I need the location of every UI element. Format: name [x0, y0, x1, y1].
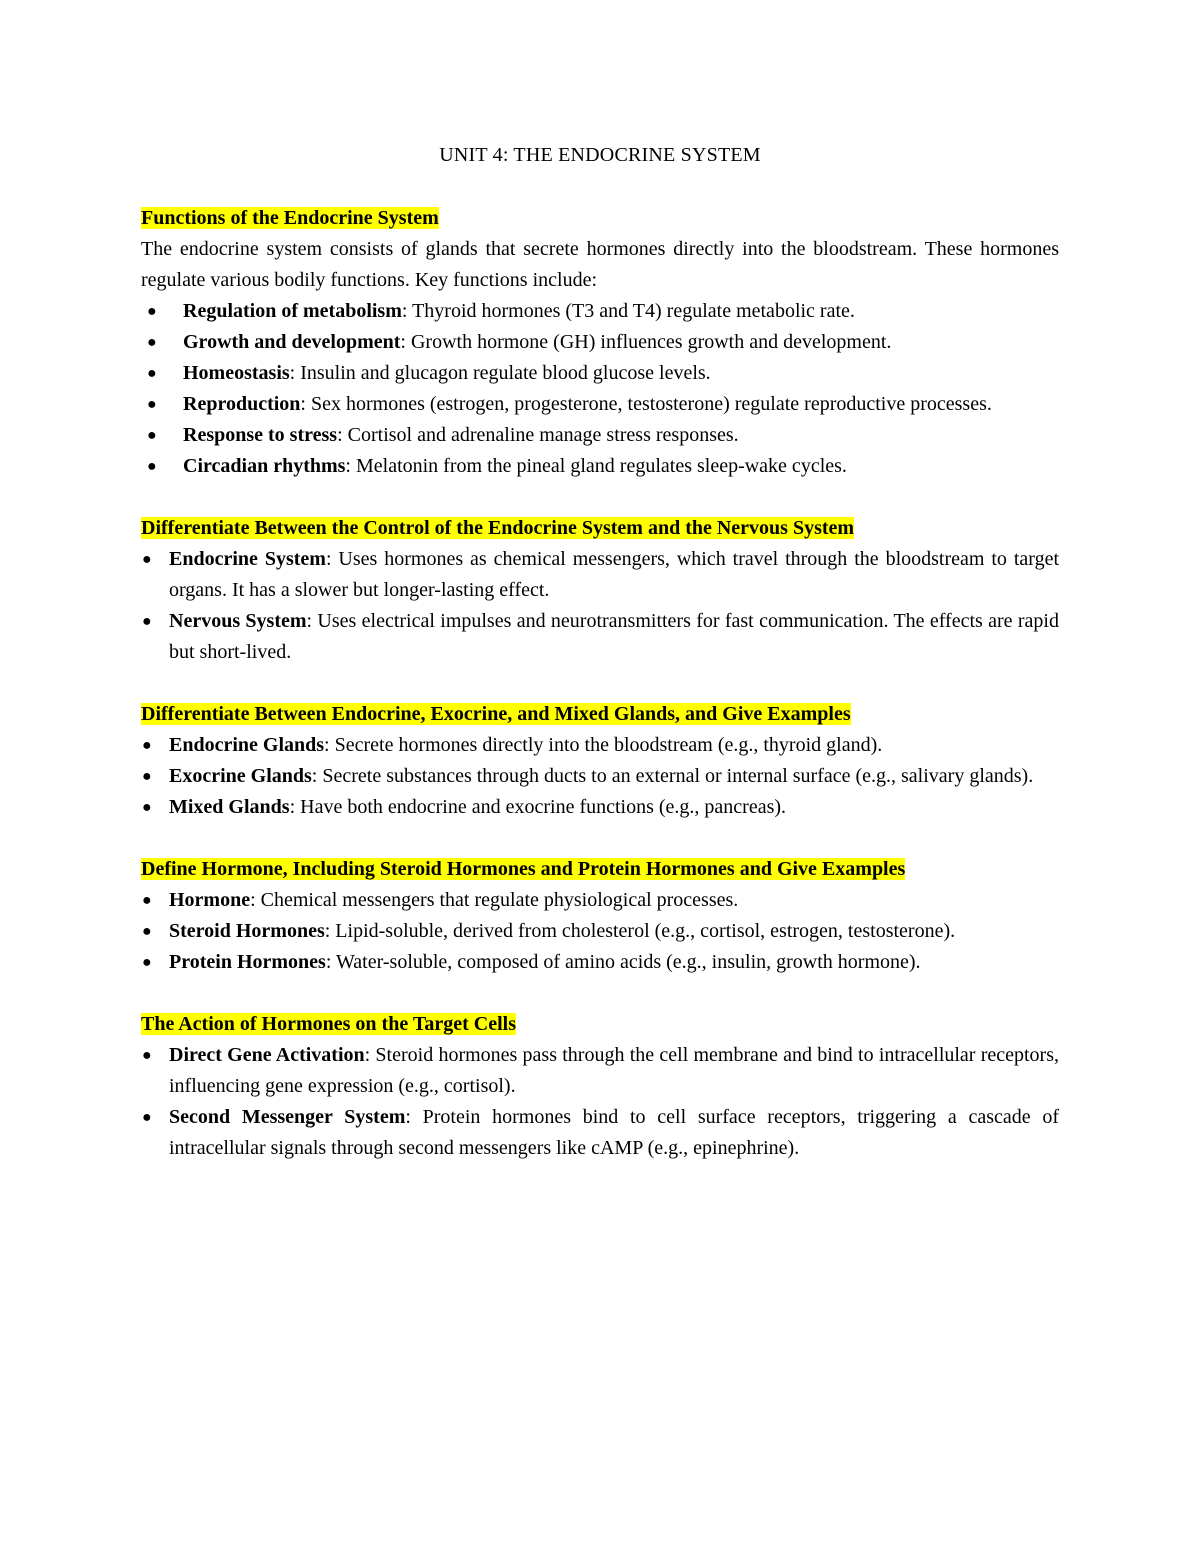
bullet-icon: ●: [142, 954, 152, 971]
list-item-text: : Melatonin from the pineal gland regulates sleep-wake cycles.: [345, 455, 847, 477]
bullet-icon: ●: [147, 334, 157, 351]
list-item-text: : Uses electrical impulses and neurotransmitters for fast communication. The effects are rapid but short-lived.: [169, 610, 1059, 663]
bullet-icon: ●: [147, 427, 157, 444]
list-item-text: : Water-soluble, composed of amino acids (e.g., insulin, growth hormone).: [325, 951, 921, 973]
bullet-icon: ●: [142, 737, 152, 754]
list-item-term: Direct Gene Activation: [169, 1044, 365, 1066]
list-item-text: : Insulin and glucagon regulate blood glucose levels.: [289, 362, 711, 384]
list-item-text: : Chemical messengers that regulate physiological processes.: [250, 889, 739, 911]
list-item: [141, 420, 1059, 451]
section-heading: [141, 854, 1059, 885]
list-item: [141, 389, 1059, 420]
list-item: [141, 451, 1059, 482]
bullet-icon: ●: [147, 365, 157, 382]
list-item-text: : Growth hormone (GH) influences growth and development.: [400, 331, 892, 353]
page-title: UNIT 4: THE ENDOCRINE SYSTEM: [439, 144, 761, 166]
section-hormone-definitions: [141, 854, 1059, 978]
list-item: [141, 885, 1059, 916]
list-item: [141, 606, 1059, 668]
list-item-term: Response to stress: [183, 424, 338, 446]
highlighted-heading-text: Differentiate Between the Control of the Endocrine System and the Nervous System: [141, 517, 855, 539]
bullet-list: [141, 730, 1059, 823]
section-heading: [141, 1009, 1059, 1040]
section-functions: [141, 203, 1059, 482]
highlighted-heading-text: Differentiate Between Endocrine, Exocrine, and Mixed Glands, and Give Examples: [141, 703, 851, 725]
list-item-term: Growth and development: [183, 331, 401, 353]
list-item-term: Homeostasis: [183, 362, 290, 384]
list-item: [141, 544, 1059, 606]
bullet-icon: ●: [142, 923, 152, 940]
list-item-text: : Lipid-soluble, derived from cholesterol (e.g., cortisol, estrogen, testosterone).: [324, 920, 956, 942]
section-endocrine-vs-nervous: [141, 513, 1059, 668]
bullet-icon: ●: [142, 1047, 152, 1064]
highlighted-heading-text: Functions of the Endocrine System: [141, 207, 439, 229]
list-item-term: Circadian rhythms: [183, 455, 346, 477]
section-heading: [141, 699, 1059, 730]
section-heading: [141, 203, 1059, 234]
section-hormone-action: [141, 1009, 1059, 1164]
list-item-term: Protein Hormones: [169, 951, 326, 973]
bullet-icon: ●: [142, 768, 152, 785]
list-item-text: : Secrete substances through ducts to an external or internal surface (e.g., salivary glands).: [311, 765, 1034, 787]
bullet-icon: ●: [147, 396, 157, 413]
list-item: [141, 947, 1059, 978]
list-item-term: Steroid Hormones: [169, 920, 325, 942]
list-item-text: : Steroid hormones pass through the cell membrane and bind to intracellular receptors, influencing gene expression (e.g., cortisol).: [169, 1044, 1059, 1097]
list-item: [141, 358, 1059, 389]
list-item-term: Reproduction: [183, 393, 301, 415]
list-item-text: : Protein hormones bind to cell surface receptors, triggering a cascade of intracellular signals through second messengers like cAMP (e.g., epinephrine).: [169, 1106, 1059, 1159]
document-page: [141, 140, 1059, 1195]
list-item: [141, 916, 1059, 947]
bullet-list: [141, 544, 1059, 668]
list-item-term: Endocrine System: [169, 548, 326, 570]
list-item-text: : Sex hormones (estrogen, progesterone, testosterone) regulate reproductive processes.: [300, 393, 992, 415]
list-item-term: Mixed Glands: [169, 796, 290, 818]
list-item-term: Exocrine Glands: [169, 765, 312, 787]
bullet-icon: ●: [142, 613, 152, 630]
list-item: [141, 761, 1059, 792]
bullet-list: [141, 1040, 1059, 1164]
list-item-term: Second Messenger System: [169, 1106, 406, 1128]
bullet-icon: ●: [142, 892, 152, 909]
bullet-icon: ●: [142, 1109, 152, 1126]
list-item-text: : Have both endocrine and exocrine functions (e.g., pancreas).: [289, 796, 787, 818]
bullet-list: [141, 296, 1059, 482]
bullet-icon: ●: [147, 303, 157, 320]
list-item-term: Hormone: [169, 889, 251, 911]
list-item: [141, 1040, 1059, 1102]
list-item-text: : Cortisol and adrenaline manage stress responses.: [337, 424, 739, 446]
list-item-text: : Uses hormones as chemical messengers, which travel through the bloodstream to target organs. It has a slower but longer-lasting effect.: [169, 548, 1060, 601]
list-item-term: Regulation of metabolism: [183, 300, 402, 322]
list-item: [141, 296, 1059, 327]
list-item-term: Endocrine Glands: [169, 734, 325, 756]
highlighted-heading-text: Define Hormone, Including Steroid Hormones and Protein Hormones and Give Examples: [141, 858, 906, 880]
bullet-icon: ●: [142, 799, 152, 816]
list-item: [141, 730, 1059, 761]
list-item-term: Nervous System: [169, 610, 307, 632]
bullet-icon: ●: [147, 458, 157, 475]
bullet-list: [141, 885, 1059, 978]
section-intro: The endocrine system consists of glands that secrete hormones directly into the bloodstream. These hormones regulate various bodily functions. Key functions include:: [141, 238, 1059, 291]
list-item: [141, 1102, 1059, 1164]
bullet-icon: ●: [142, 551, 152, 568]
highlighted-heading-text: The Action of Hormones on the Target Cells: [141, 1013, 516, 1035]
list-item: [141, 327, 1059, 358]
section-gland-types: [141, 699, 1059, 823]
section-heading: [141, 513, 1059, 544]
list-item-text: : Secrete hormones directly into the bloodstream (e.g., thyroid gland).: [324, 734, 883, 756]
list-item: [141, 792, 1059, 823]
list-item-text: : Thyroid hormones (T3 and T4) regulate metabolic rate.: [401, 300, 855, 322]
